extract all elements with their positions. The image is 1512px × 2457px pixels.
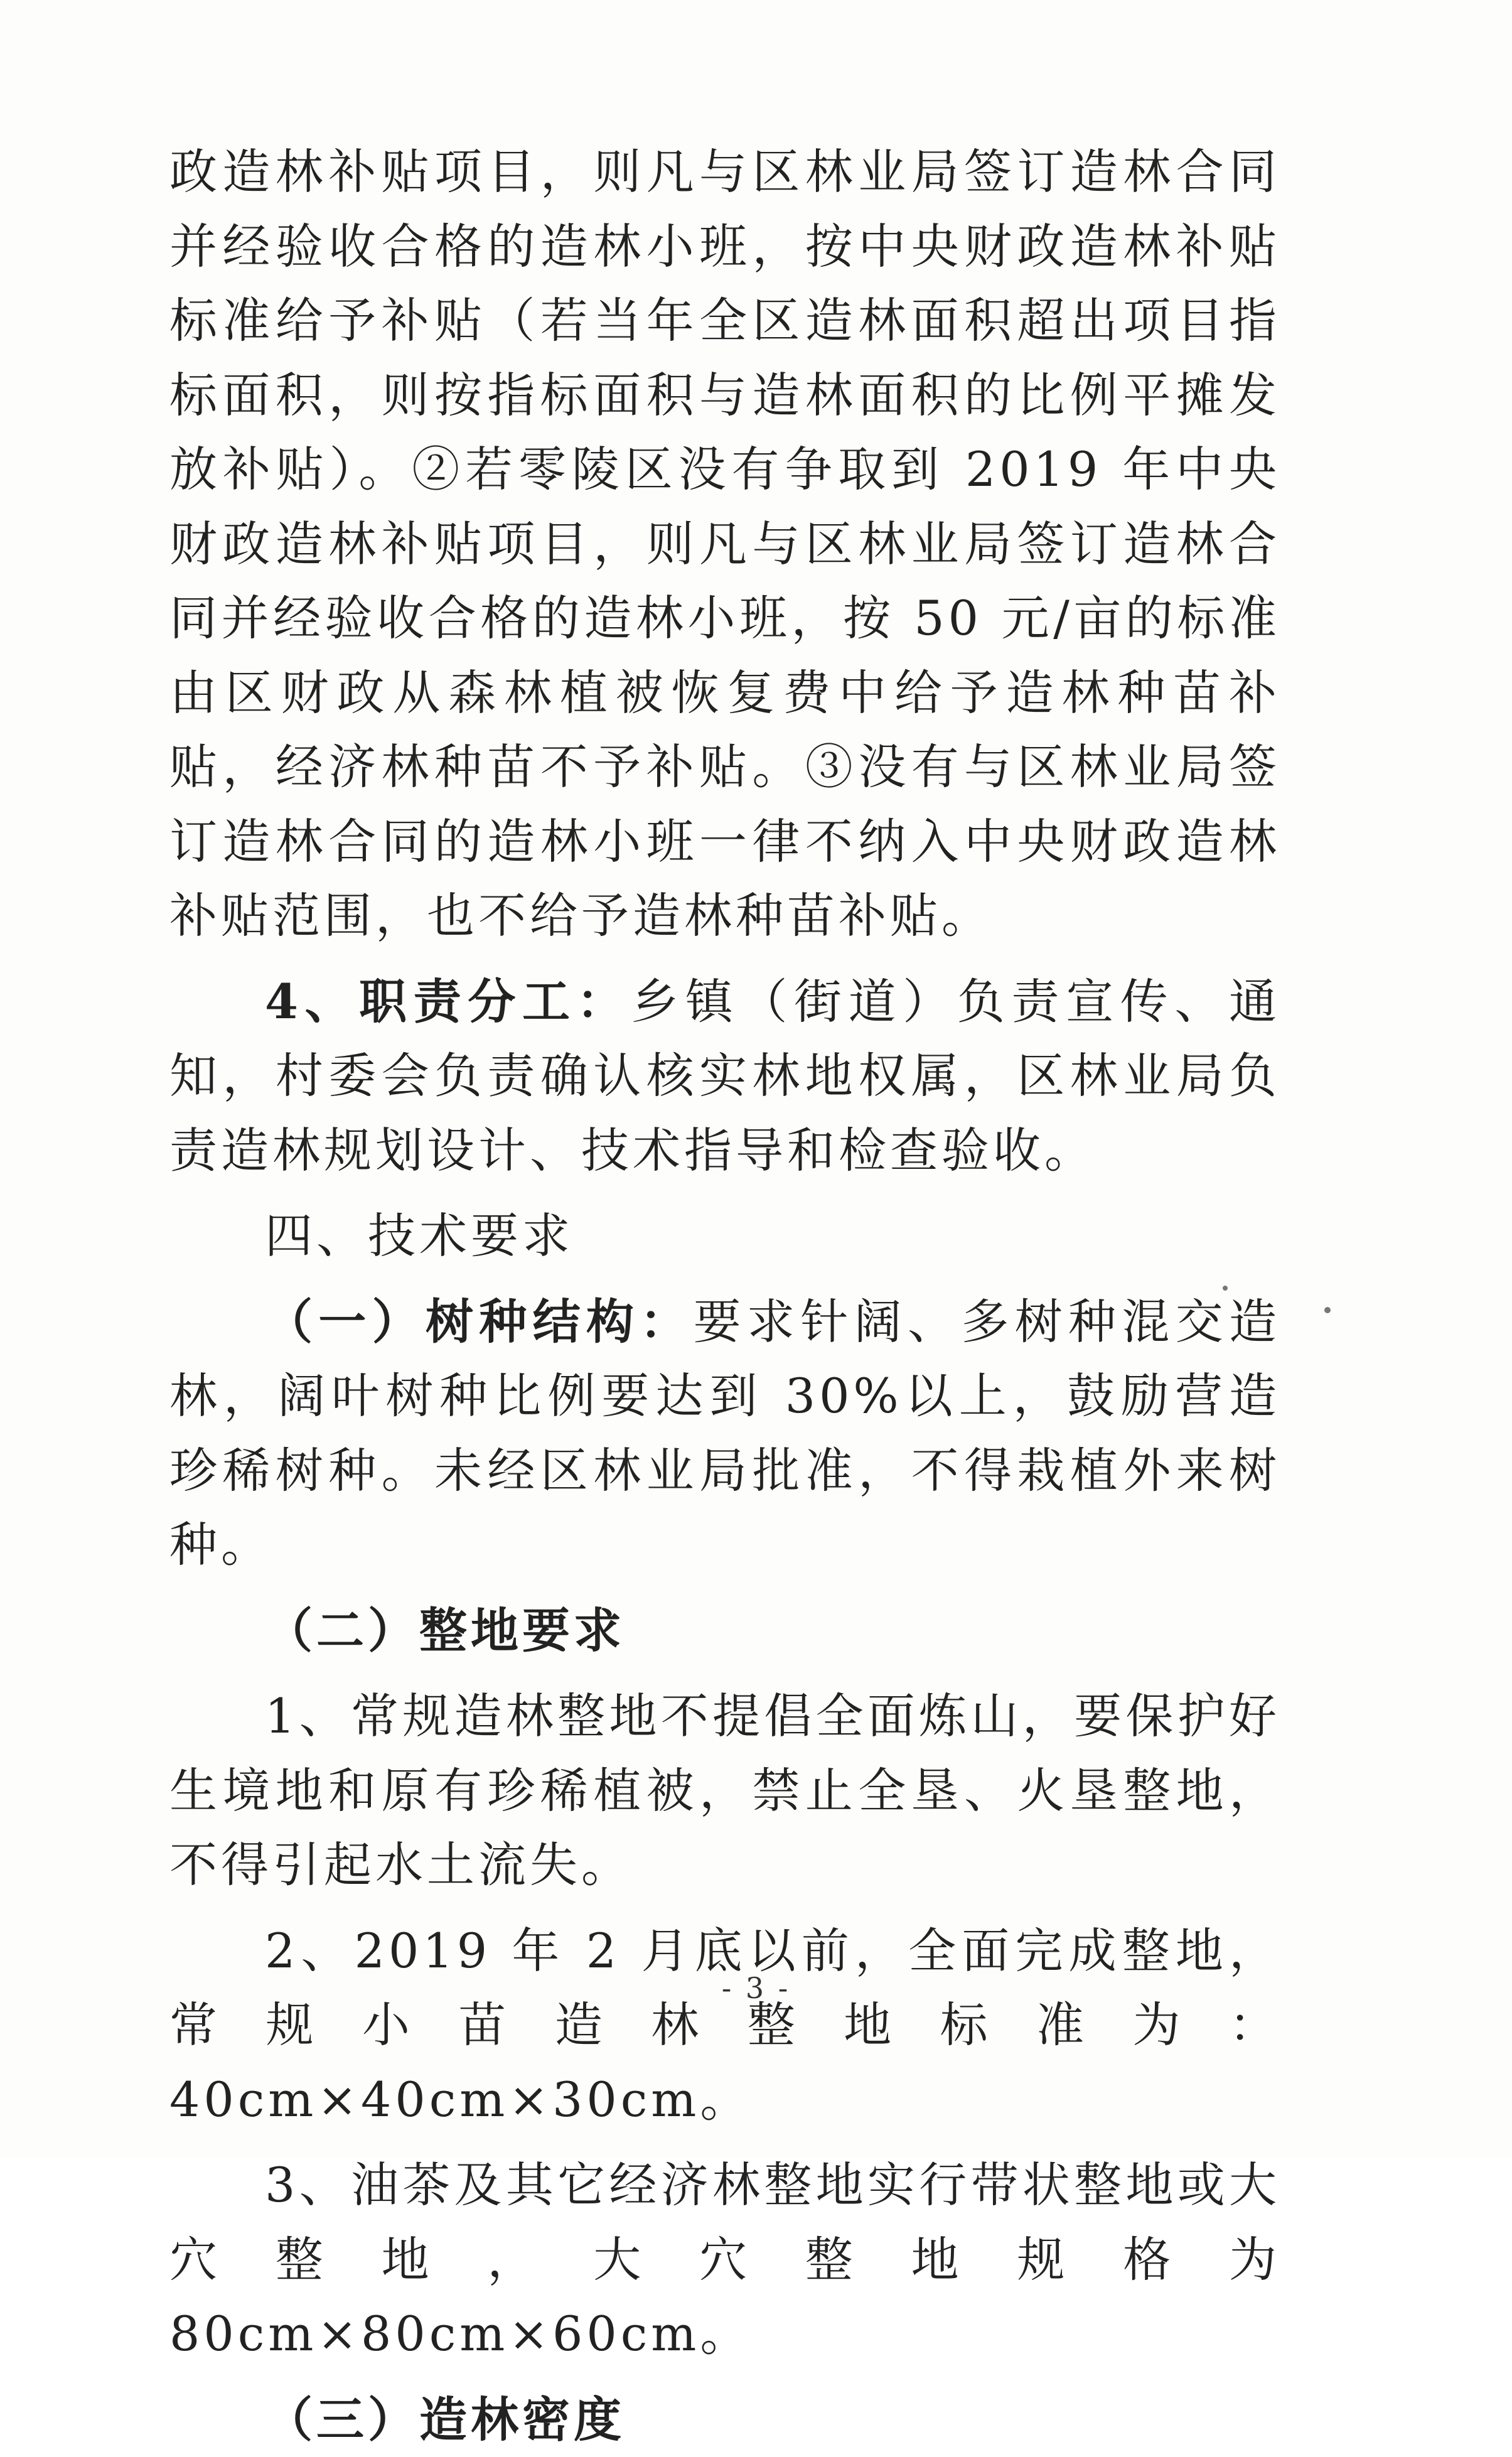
paragraph-text: 2、2019 年 2 月底以前，全面完成整地，常规小苗造林整地标准为：40cm×40cm×30cm。 [169,1923,1280,2127]
section-heading-technical-requirements [169,1199,1280,1274]
paragraph-heading: （一）树种结构： [265,1294,694,1350]
paragraph-species-structure [169,1285,1280,1583]
paragraph-text: 要求针阔、多树种混交造林，阔叶树种比例要达到 30%以上，鼓励营造珍稀树种。未经区林业局批准，不得栽植外来树种。 [169,1294,1280,1573]
paragraph-text: 3、油茶及其它经济林整地实行带状整地或大穴整地，大穴整地规格为 80cm×80cm×60cm。 [169,2157,1280,2362]
paragraph-heading: 4、职责分工： [265,974,631,1030]
section-heading-text: 四、技术要求 [265,1208,574,1264]
document-body [169,135,1280,2457]
scan-speck [1223,1286,1228,1291]
paragraph-site-prep-item-3 [169,2148,1280,2372]
subheading-planting-density [169,2383,1280,2457]
paragraph-responsibilities [169,965,1280,1188]
subheading-site-preparation [169,1594,1280,1669]
paragraph-subsidy-policy [169,135,1280,954]
paragraph-site-prep-item-2 [169,1914,1280,2137]
paragraph-site-prep-item-1 [169,1679,1280,1903]
page-number: - 3 - [0,1971,1512,2005]
scan-speck [1324,1307,1331,1313]
paragraph-text: 1、常规造林整地不提倡全面炼山，要保护好生境地和原有珍稀植被，禁止全垦、火垦整地，不得引起水土流失。 [169,1688,1280,1893]
subheading-text: （二）整地要求 [265,1603,625,1659]
paragraph-text: 乡镇（街道）负责宣传、通知，村委会负责确认核实林地权属，区林业局负责造林规划设计、技术指导和检查验收。 [169,974,1280,1178]
paragraph-text: 政造林补贴项目，则凡与区林业局签订造林合同并经验收合格的造林小班，按中央财政造林补贴标准给予补贴（若当年全区造林面积超出项目指标面积，则按指标面积与造林面积的比例平摊发放补贴）。②若零陵区没有争取到 2019 年中央财政造林补贴项目，则凡与区林业局签订造林合同并经验收合格的造林小班，按 50 元/亩的标准由区财政从森林植被恢复费中给予造林种苗补贴，经济林种苗不予补贴。③没有与区林业局签订造林合同的造林小班一律不纳入中央财政造林补贴范围，也不给予造林种苗补贴。 [169,144,1280,944]
subheading-text: （三）造林密度 [265,2392,625,2448]
